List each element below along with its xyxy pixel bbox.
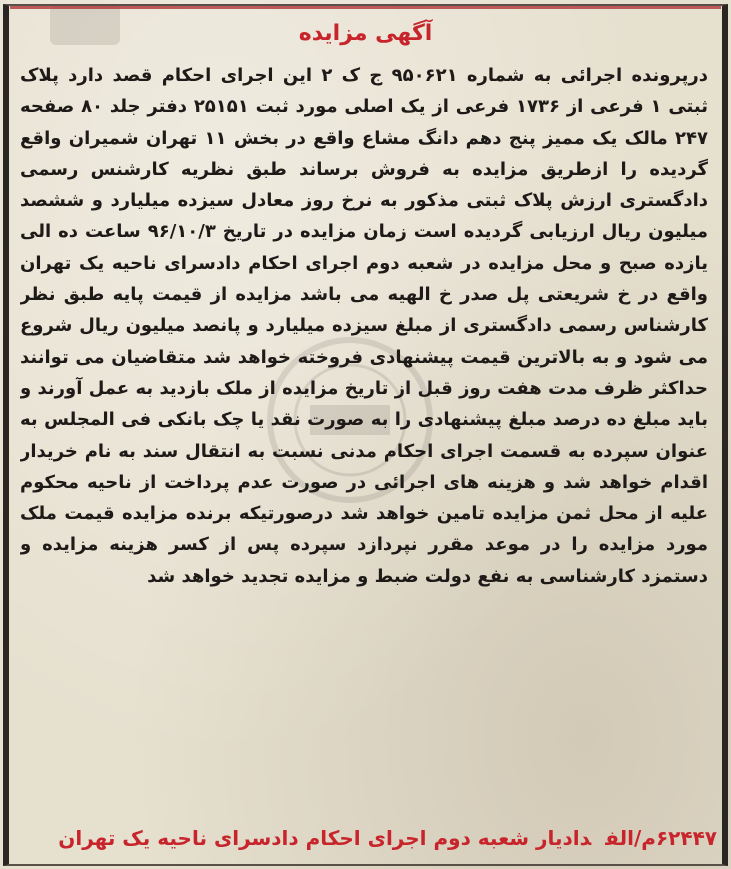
notice-body: درپرونده اجرائی به شماره ۹۵۰۶۲۱ ج ک ۲ این اجرای احکام قصد دارد پلاک ثبتی ۱ فرعی از ۱۷۳۶ فرعی از یک اصلی مورد ثبت ۲۵۱۵۱ دفتر جلد ۸۰ صفحه ۲۴۷ مالک یک ممیز پنج دهم دانگ مشاع واقع در بخش ۱۱ تهران شمیران واقع گردیده را ازطریق مزایده به فروش برساند طبق نظریه کارشنس رسمی دادگستری ارزش پلاک ثبتی مذکور به نرخ روز معادل سیزده میلیارد و ششصد میلیون ریال ارزیابی گردیده است زمان مزایده در تاریخ ۹۶/۱۰/۳ ساعت ده الی یازده صبح و محل مزایده در شعبه دوم اجرای احکام دادسرای ناحیه یک تهران واقع در خ شریعتی پل صدر خ الهیه می باشد مزایده از قیمت پایه طبق نظر کارشناس رسمی دادگستری از مبلغ سیزده میلیارد و پانصد میلیون ریال شروع می شود و به بالاترین قیمت پیشنهادی فروخته خواهد شد متقاضیان می توانند حداکثر ظرف مدت هفت روز قبل از تاریخ مزایده از ملک بازدید به عمل آورند و باید مبلغ ده درصد مبلغ پیشنهادی را به صورت نقد یا چک بانکی فی المجلس به عنوان سپرده به قسمت اجرای احکام مدنی نسبت به انتقال سند به نام خریدار اقدام خواهد شد و هزینه های اجرائی در صورت عدم پرداخت از ناحیه محکوم علیه از محل ثمن مزایده تامین خواهد شد درصورتیکه برنده مزایده قیمت ملک مورد مزایده را در موعد مقرر نپردازد سپرده پس از کسر هزینه مزایده و دستمزد کارشناسی به نفع دولت ضبط و مزایده تجدید خواهد شد: [20, 65, 708, 587]
notice-footer: [12, 820, 717, 856]
notice-title: آگهی مزایده: [298, 21, 433, 46]
top-rule: [10, 6, 721, 9]
footer-signature: دادیار شعبه دوم اجرای احکام دادسرای ناحیه یک تهران: [58, 826, 592, 850]
footer-code: ۶۲۴۴۷م/الف: [605, 826, 717, 850]
